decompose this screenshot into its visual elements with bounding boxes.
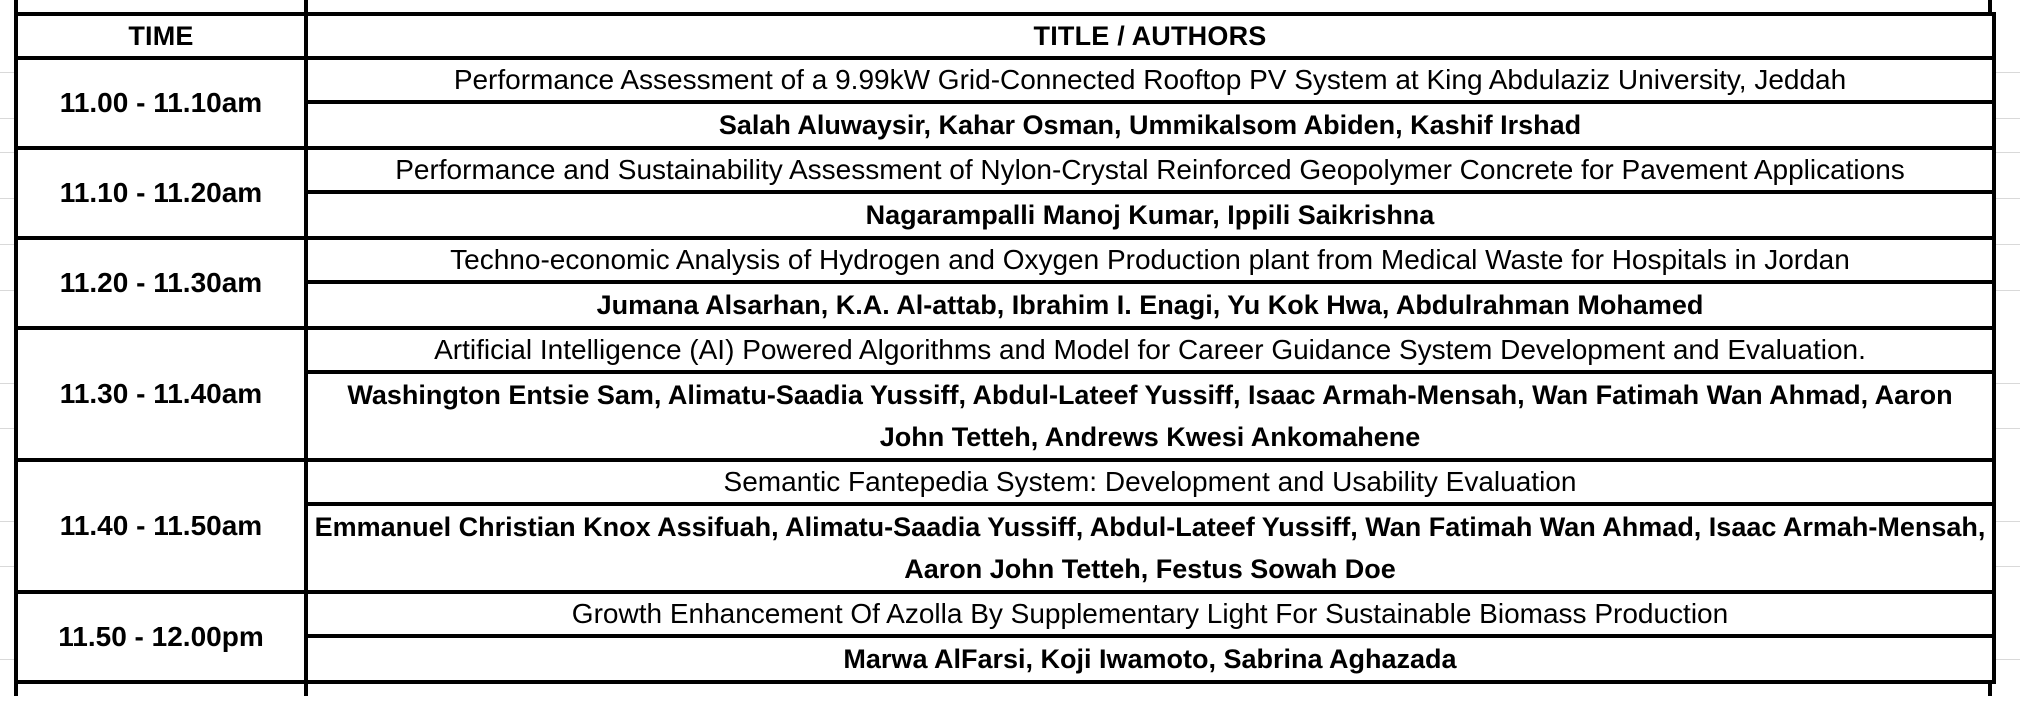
sheet-gridline: [0, 383, 14, 384]
time-slot-cell[interactable]: 11.40 - 11.50am: [16, 460, 306, 592]
sheet-gridline: [1992, 198, 2020, 199]
column-divider: [304, 682, 308, 696]
sheet-gridline: [1992, 659, 2020, 660]
sheet-gridline: [1992, 244, 2020, 245]
sheet-gridline: [0, 659, 14, 660]
sheet-gridline: [1992, 72, 2020, 73]
paper-title-cell[interactable]: Techno-economic Analysis of Hydrogen and Oxygen Production plant from Medical Waste for Hospitals in Jordan: [306, 238, 1994, 282]
paper-authors-row: [16, 102, 1994, 148]
time-slot-cell[interactable]: 11.50 - 12.00pm: [16, 592, 306, 682]
sheet-gridline: [1992, 152, 2020, 153]
paper-authors-row: [16, 636, 1994, 682]
paper-authors-cell[interactable]: Emmanuel Christian Knox Assifuah, Alimatu-Saadia Yussiff, Abdul-Lateef Yussiff, Wan Fatimah Wan Ahmad, Isaac Armah-Mensah, Aaron John Tetteh, Festus Sowah Doe: [306, 504, 1994, 592]
paper-authors-cell[interactable]: Jumana Alsarhan, K.A. Al-attab, Ibrahim I. Enagi, Yu Kok Hwa, Abdulrahman Mohamed: [306, 282, 1994, 328]
paper-title-cell[interactable]: Performance Assessment of a 9.99kW Grid-Connected Rooftop PV System at King Abdulaziz University, Jeddah: [306, 58, 1994, 102]
time-slot-cell[interactable]: 11.00 - 11.10am: [16, 58, 306, 148]
title-authors-column-header[interactable]: TITLE / AUTHORS: [306, 14, 1994, 58]
sheet-gridline: [0, 198, 14, 199]
sheet-gridline: [0, 290, 14, 291]
sheet-gridline: [1992, 521, 2020, 522]
paper-title-cell[interactable]: Performance and Sustainability Assessment of Nylon-Crystal Reinforced Geopolymer Concrete for Pavement Applications: [306, 148, 1994, 192]
sheet-gridline: [0, 566, 14, 567]
paper-title-row: [16, 328, 1994, 372]
paper-authors-row: [16, 282, 1994, 328]
paper-title-row: [16, 148, 1994, 192]
paper-title-cell[interactable]: Growth Enhancement Of Azolla By Supplementary Light For Sustainable Biomass Production: [306, 592, 1994, 636]
time-slot-cell[interactable]: 11.30 - 11.40am: [16, 328, 306, 460]
paper-authors-cell[interactable]: Salah Aluwaysir, Kahar Osman, Ummikalsom Abiden, Kashif Irshad: [306, 102, 1994, 148]
schedule-sheet: [14, 0, 1992, 718]
time-column-header[interactable]: TIME: [16, 14, 306, 58]
sheet-gridline: [1992, 290, 2020, 291]
paper-authors-row: [16, 192, 1994, 238]
paper-title-row: [16, 460, 1994, 504]
paper-title-row: [16, 58, 1994, 102]
paper-title-cell[interactable]: Artificial Intelligence (AI) Powered Algorithms and Model for Career Guidance System Development and Evaluation.: [306, 328, 1994, 372]
paper-authors-cell[interactable]: Nagarampalli Manoj Kumar, Ippili Saikrishna: [306, 192, 1994, 238]
session-schedule-table: [14, 12, 1996, 684]
sheet-gridline: [1992, 428, 2020, 429]
paper-title-row: [16, 592, 1994, 636]
time-slot-cell[interactable]: 11.20 - 11.30am: [16, 238, 306, 328]
sheet-gridline: [1992, 118, 2020, 119]
next-row-fragment: [14, 682, 1992, 696]
time-slot-cell[interactable]: 11.10 - 11.20am: [16, 148, 306, 238]
header-row: [16, 14, 1994, 58]
sheet-gridline: [1992, 566, 2020, 567]
sheet-gridline: [1992, 383, 2020, 384]
sheet-gridline: [0, 72, 14, 73]
paper-title-row: [16, 238, 1994, 282]
sheet-gridline: [0, 244, 14, 245]
paper-title-cell[interactable]: Semantic Fantepedia System: Development and Usability Evaluation: [306, 460, 1994, 504]
paper-authors-row: [16, 372, 1994, 460]
sheet-gridline: [0, 428, 14, 429]
sheet-gridline: [0, 521, 14, 522]
sheet-gridline: [0, 118, 14, 119]
paper-authors-cell[interactable]: Washington Entsie Sam, Alimatu-Saadia Yussiff, Abdul-Lateef Yussiff, Isaac Armah-Mensah, Wan Fatimah Wan Ahmad, Aaron John Tetteh, Andrews Kwesi Ankomahene: [306, 372, 1994, 460]
paper-authors-row: [16, 504, 1994, 592]
sheet-gridline: [0, 152, 14, 153]
paper-authors-cell[interactable]: Marwa AlFarsi, Koji Iwamoto, Sabrina Aghazada: [306, 636, 1994, 682]
